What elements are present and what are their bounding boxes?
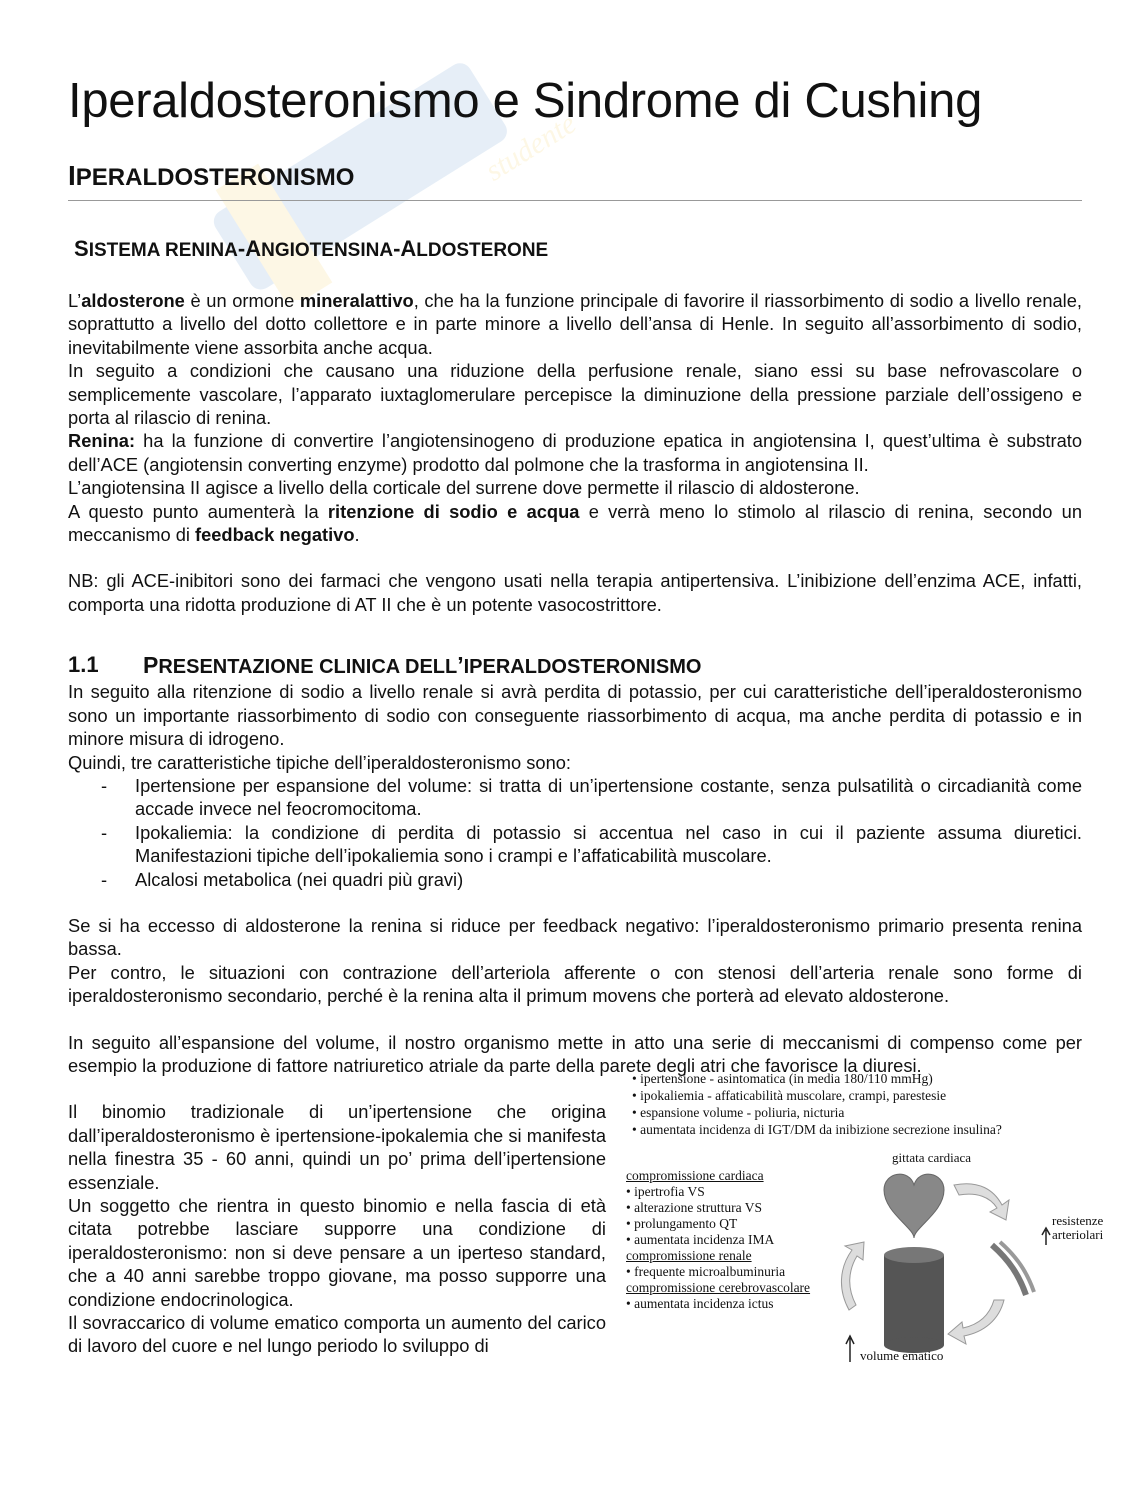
cycle-arrow-icon: [841, 1242, 864, 1310]
paragraph: L’aldosterone è un ormone mineralattivo, che ha la funzione principale di favorire il riassorbimento di sodio a livello renale, soprattutto a livello del dotto collettore e in parte minore a livello dell’ansa di Henle. In seguito all’assorbimento di sodio, inevitabilmente viene assorbita anche acqua.: [68, 290, 1082, 358]
feature-list: [68, 774, 1082, 891]
paragraph: A questo punto aumenterà la ritenzione di sodio e acqua e verrà meno lo stimolo al rilascio di renina, secondo un meccanismo di feedback negativo.: [68, 500, 1082, 546]
blood-volume-cylinder-icon: [884, 1247, 944, 1353]
label-resistance: resistenze arteriolari: [1052, 1213, 1104, 1243]
heart-icon: [884, 1175, 944, 1239]
figure-top-list: • ipertensione - asintomatica (in media 180/110 mmHg) • ipokaliemia - affaticabilità muscolare, crampi, parestesie • espansione volume - poliuria, nicturia • aumentata incidenza di IGT/DM da inibizione secrezione insulina?: [632, 1071, 1002, 1138]
text-figure-row: [68, 1071, 1104, 1430]
paragraph: Renina: ha la funzione di convertire l’angiotensinogeno di produzione epatica in angiotensina I, quest’ultima è substrato dell’ACE (angiotensin converting enzyme) prodotto dal polmone che la trasforma in angiotensina II.: [68, 430, 1082, 475]
paragraph: In seguito alla ritenzione di sodio a livello renale si avrà perdita di potassio, per cui caratteristiche dell’iperaldosteronismo sono un importante riassorbimento di sodio con conseguente riassorbimento di acqua, ma anche perdita di potassio e in minore misura di idrogeno.: [68, 681, 1082, 750]
paragraph: In seguito all’espansione del volume, il nostro organismo mette in atto una serie di meccanismi di compenso come per esempio la produzione di fattore natriuretico atriale da parte della parete degli atri che favorisce la diuresi.: [68, 1031, 1082, 1076]
numbered-heading: 1.1 PRESENTAZIONE CLINICA DELL’IPERALDOSTERONISMO: [68, 652, 702, 679]
list-item: - Ipokaliemia: la condizione di perdita di potassio si accentua nel caso in cui il paziente assuma diuretici. Manifestazioni tipiche dell’ipokaliemia sono i crampi e l’affaticabilità muscolare.: [101, 821, 1082, 867]
label-cardiac-output: gittata cardiaca: [892, 1150, 972, 1166]
up-arrow-icon: [846, 1336, 854, 1362]
document-page: [68, 70, 1104, 1430]
page-title: Iperaldosteronismo e Sindrome di Cushing: [68, 74, 983, 128]
paragraph: Per contro, le situazioni con contrazione dell’arteriola afferente o con stenosi dell’arteria renale sono forme di iperaldosteronismo secondario, perché è la renina alta il primum movens che porterà ad elevato aldosterone.: [68, 961, 1082, 1007]
svg-text:studente: studente: [479, 106, 582, 188]
figure-complications-list: compromissione cardiaca • ipertrofia VS • alterazione struttura VS • prolungamento QT • aumentata incidenza IMA compromissione renale • frequente microalbuminuria compromissione cerebrovascolare • aumentata incidenza ictus: [626, 1168, 811, 1312]
figure-cycle-diagram: [814, 1150, 1084, 1365]
label-blood-volume: volume ematico: [860, 1348, 944, 1364]
note-paragraph: NB: gli ACE-inibitori sono dei farmaci che vengono usati nella terapia antipertensiva. L’inibizione dell’enzima ACE, infatti, comporta una ridotta produzione di AT II che è un potente vasocostrittore.: [68, 570, 1082, 615]
paragraph: Un soggetto che rientra in questo binomio e nella fascia di età citata potrebbe lasciare supporre una condizione di iperaldosteronismo: non si deve pensare a un iperteso standard, che a 40 anni sarebbe troppo giovane, ma posso supporre una condizione endocrinologica.: [68, 1195, 606, 1310]
section-heading: IPERALDOSTERONISMO: [68, 162, 1082, 201]
left-column: [68, 1100, 606, 1357]
paragraph: L’angiotensina II agisce a livello della corticale del surrene dove permette il rilascio di aldosterone.: [68, 477, 860, 499]
paragraph: Se si ha eccesso di aldosterone la renina si riduce per feedback negativo: l’iperaldosteronismo primario presenta renina bassa.: [68, 914, 1082, 960]
subsection-heading: SISTEMA RENINA-ANGIOTENSINA-ALDOSTERONE: [74, 236, 549, 261]
up-arrow-icon: [1042, 1228, 1050, 1245]
paragraph: Quindi, tre caratteristiche tipiche dell’iperaldosteronismo sono:: [68, 751, 571, 773]
paragraph: Il sovraccarico di volume ematico comporta un aumento del carico di lavoro del cuore e nel lungo periodo lo sviluppo di: [68, 1312, 606, 1357]
paragraph: In seguito a condizioni che causano una riduzione della perfusione renale, siano essi su base nefrovascolare o semplicemente vascolare, l’apparato iuxtaglomerulare percepisce la diminuzione della pressione parziale dell’ossigeno e porta al rilascio di renina.: [68, 360, 1082, 429]
cycle-arrow-icon: [954, 1184, 1009, 1220]
list-item: - Ipertensione per espansione del volume: si tratta di un’ipertensione costante, senza pulsatilità o circadianità come accade invece nel feocromocitoma.: [101, 774, 1082, 820]
hypertension-figure: [624, 1070, 1104, 1370]
cycle-arrow-icon: [948, 1300, 1004, 1344]
list-item: - Alcalosi metabolica (nei quadri più gravi): [101, 868, 464, 890]
paragraph: Il binomio tradizionale di un’ipertensione che origina dall’iperaldosteronismo è ipertensione-ipokalemia che si manifesta nella finestra 35 - 60 anni, quindi un po’ prima dell’ipertensione essenziale.: [68, 1101, 606, 1193]
